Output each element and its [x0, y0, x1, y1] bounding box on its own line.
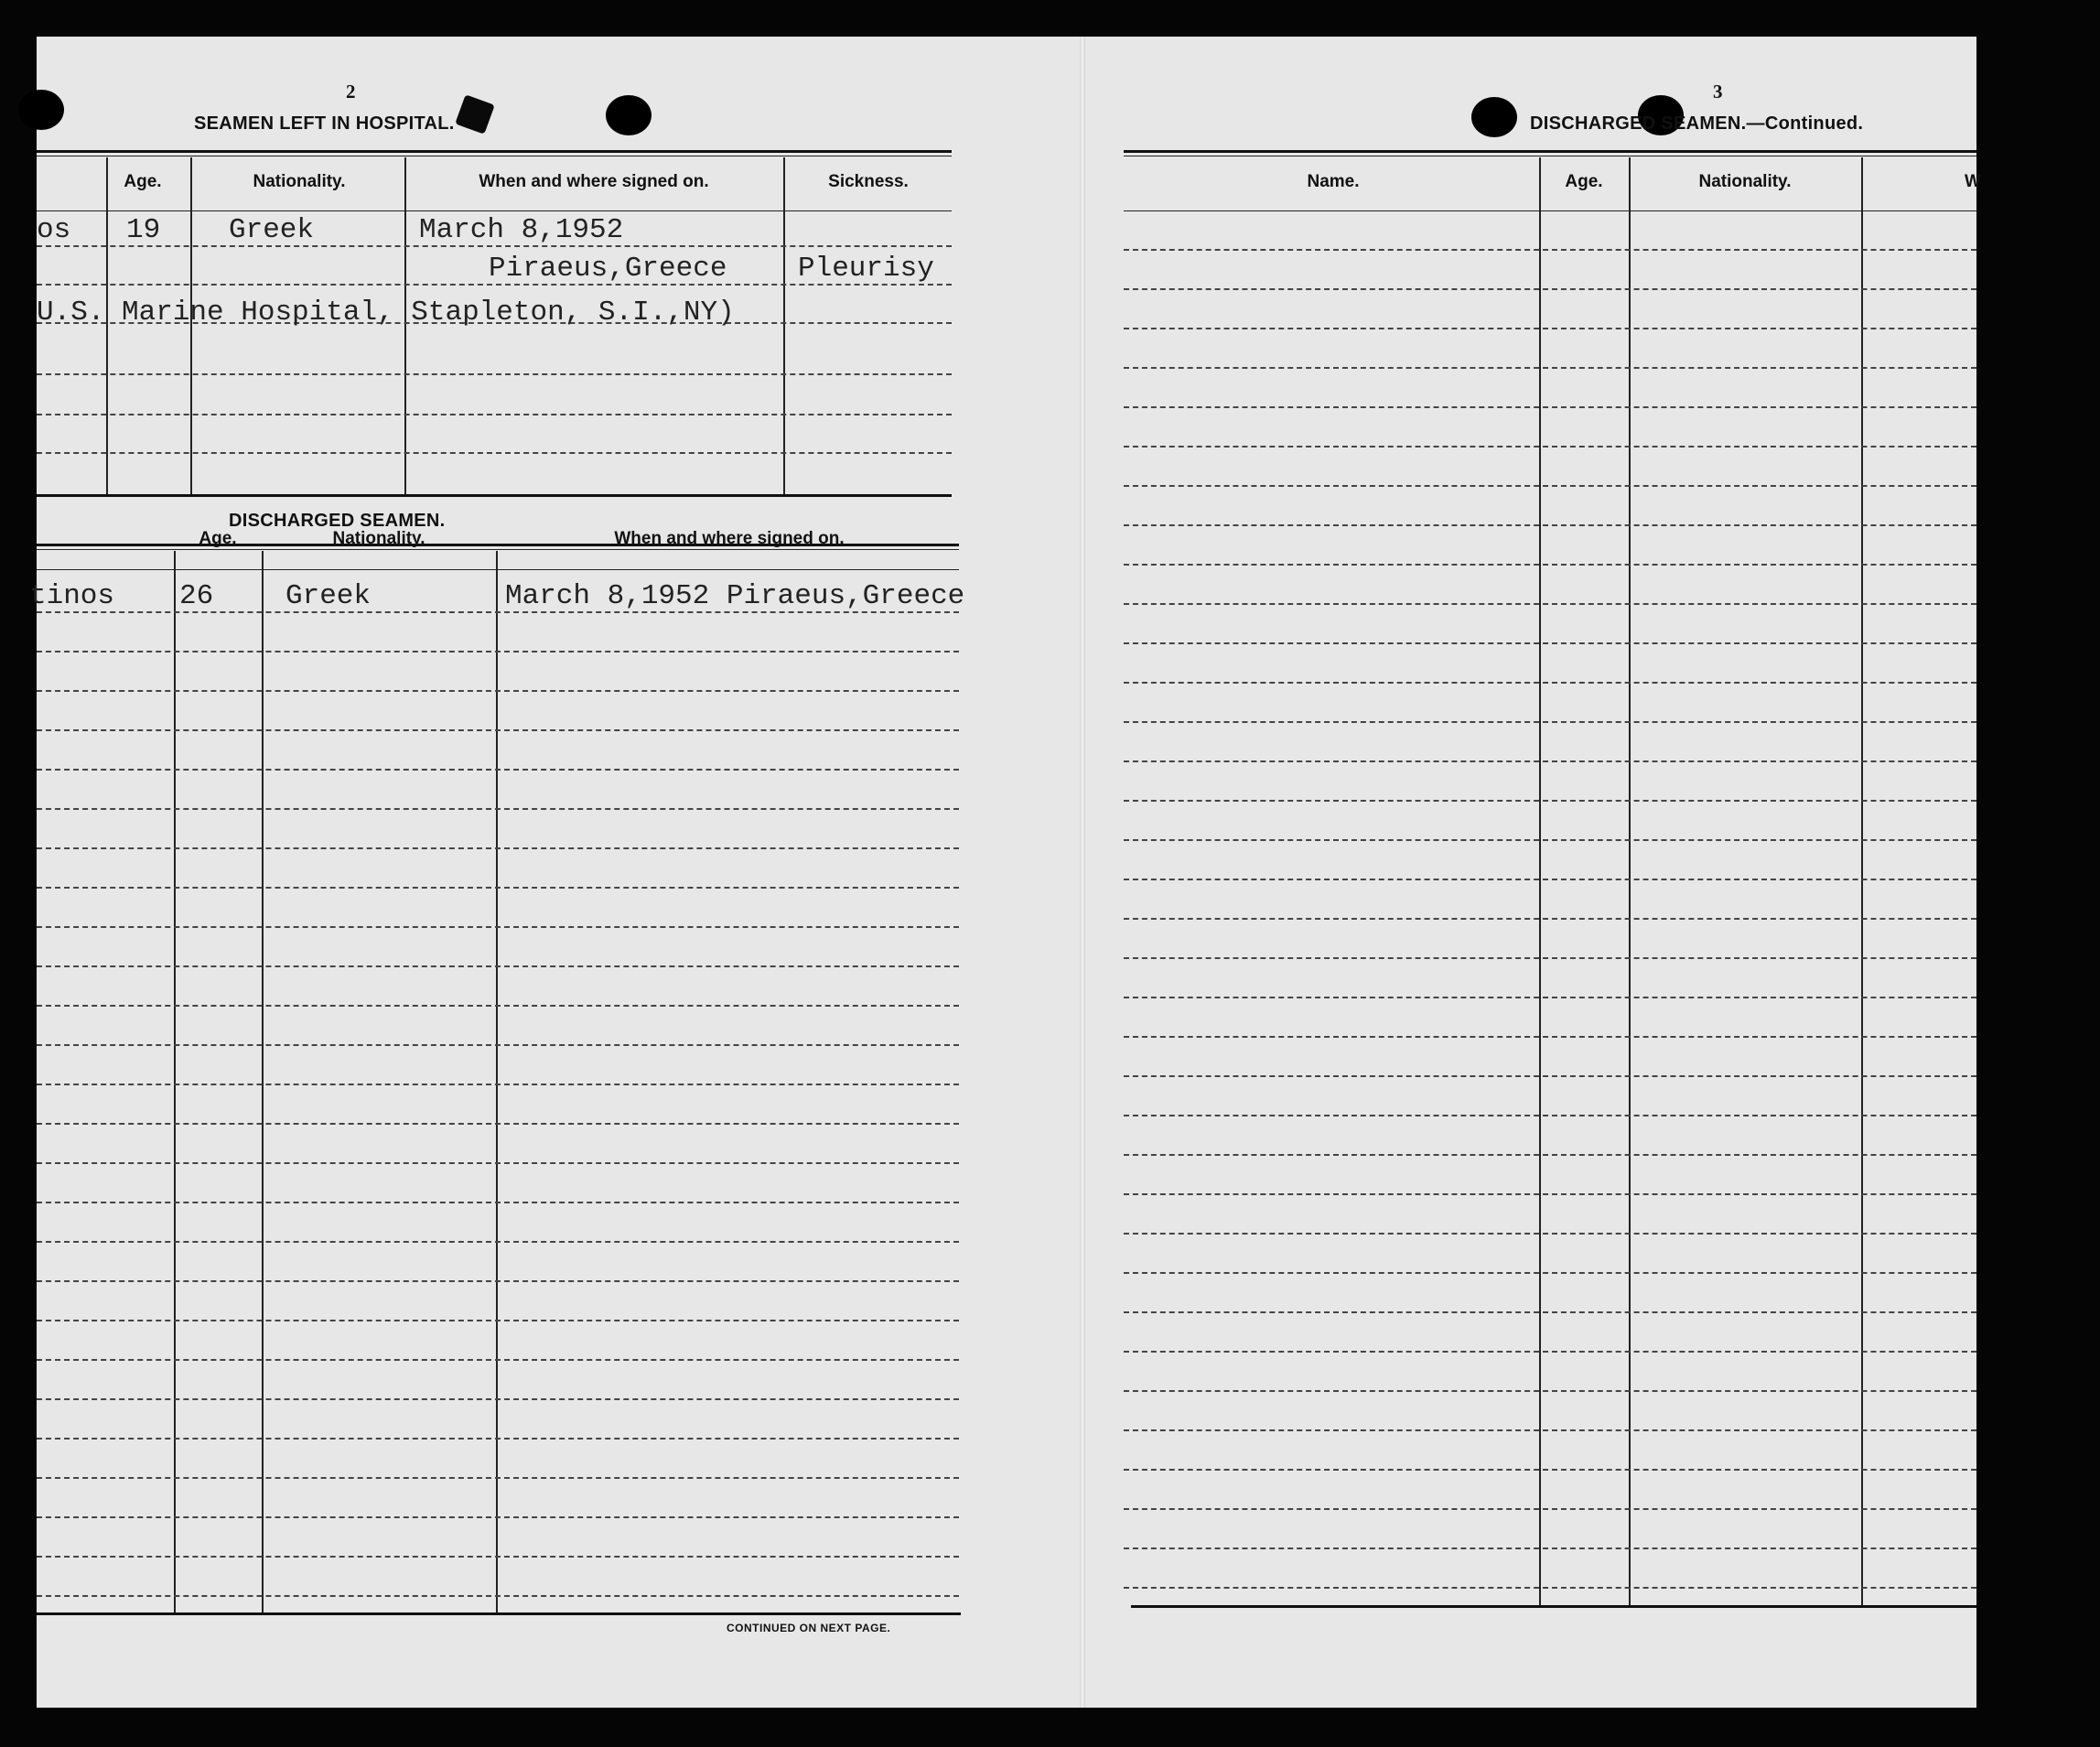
row-rule — [1124, 918, 1976, 920]
row-rule — [1124, 997, 1976, 998]
row-rule — [37, 926, 959, 928]
row-rule — [1124, 1154, 1976, 1156]
row-rule — [1124, 1233, 1976, 1235]
punch-hole — [18, 90, 64, 130]
discharged-section-title: DISCHARGED SEAMEN. — [229, 511, 446, 531]
page-fold — [1080, 37, 1085, 1708]
hospital-table-top-rule — [37, 150, 952, 153]
row-rule — [37, 1556, 959, 1558]
row-rule — [1124, 446, 1976, 448]
row-rule — [37, 808, 959, 810]
row-rule — [37, 1162, 959, 1164]
row-rule — [1124, 1469, 1976, 1471]
row-rule — [37, 847, 959, 849]
row-rule — [1124, 721, 1976, 723]
row-rule — [37, 965, 959, 967]
row-rule — [1124, 1587, 1976, 1589]
hospital-col-divider — [783, 157, 785, 496]
discharged-col-nationality: Nationality. — [332, 529, 425, 548]
hospital-col-sickness: Sickness. — [828, 172, 909, 191]
row-rule — [37, 690, 959, 692]
row-rule — [37, 1005, 959, 1007]
row-rule — [1124, 642, 1976, 644]
row-rule — [1124, 1272, 1976, 1274]
row-rule — [1124, 328, 1976, 329]
discharged-name-fragment: tinos — [29, 580, 115, 612]
row-rule — [37, 769, 959, 771]
row-rule — [37, 452, 952, 454]
row-rule — [37, 1595, 959, 1597]
hospital-name-fragment: os — [37, 214, 71, 246]
row-rule — [37, 1320, 959, 1321]
row-rule — [37, 611, 959, 613]
row-rule — [1124, 1390, 1976, 1392]
hospital-table-bottom-rule — [37, 494, 952, 497]
right-col-name: Name. — [1307, 172, 1360, 191]
row-rule — [37, 887, 959, 889]
row-rule — [1124, 485, 1976, 487]
torn-edge-mark — [455, 94, 495, 135]
hospital-signed-place: Piraeus,Greece — [489, 253, 727, 285]
discharged-col-signed-on: When and where signed on. — [614, 529, 845, 548]
right-col-divider — [1861, 157, 1863, 1605]
row-rule — [37, 1516, 959, 1518]
right-section-title: DISCHARGED SEAMEN.—Continued. — [1530, 113, 1864, 134]
row-rule — [1124, 1547, 1976, 1549]
row-rule — [1124, 957, 1976, 959]
row-rule — [1124, 760, 1976, 762]
row-rule — [1124, 1351, 1976, 1353]
row-rule — [37, 1241, 959, 1243]
hospital-section-title: SEAMEN LEFT IN HOSPITAL. — [194, 113, 455, 134]
row-rule — [1124, 800, 1976, 802]
page-number-right: 3 — [1713, 81, 1723, 102]
hospital-header-rule — [37, 210, 952, 211]
right-table-top-rule — [1124, 150, 1976, 153]
hospital-signed-date: March 8,1952 — [419, 214, 624, 246]
right-col-age: Age. — [1565, 172, 1603, 191]
row-rule — [1124, 1429, 1976, 1431]
document-scan — [29, 37, 1981, 1708]
row-rule — [1124, 1508, 1976, 1510]
discharged-col-age: Age. — [199, 529, 237, 548]
discharged-col-divider — [174, 551, 176, 1612]
right-col-divider — [1629, 157, 1631, 1605]
row-rule — [1124, 1036, 1976, 1038]
row-rule — [37, 414, 952, 415]
right-table-bottom-rule — [1131, 1605, 1976, 1608]
row-rule — [1124, 288, 1976, 290]
punch-hole — [1471, 97, 1517, 137]
punch-hole — [606, 95, 652, 135]
row-rule — [37, 1202, 959, 1203]
right-header-rule — [1124, 210, 1976, 211]
row-rule — [1124, 1075, 1976, 1077]
row-rule — [37, 1044, 959, 1046]
discharged-signed-on: March 8,1952 Piraeus,Greece — [505, 580, 965, 612]
row-rule — [1124, 367, 1976, 369]
continued-footer: CONTINUED ON NEXT PAGE. — [727, 1622, 891, 1634]
hospital-sickness: Pleurisy — [798, 253, 934, 285]
hospital-col-age: Age. — [124, 172, 162, 191]
row-rule — [37, 1438, 959, 1440]
right-col-nationality: Nationality. — [1698, 172, 1792, 191]
hospital-note: U.S. Marine Hospital, Stapleton, S.I.,NY) — [37, 297, 735, 329]
row-rule — [1124, 564, 1976, 566]
row-rule — [1124, 879, 1976, 880]
row-rule — [37, 651, 959, 652]
discharged-col-divider — [262, 551, 264, 1612]
row-rule — [1124, 603, 1976, 605]
discharged-age: 26 — [179, 580, 214, 612]
row-rule — [37, 729, 959, 731]
row-rule — [37, 373, 952, 375]
discharged-table-top-rule-inner — [37, 549, 959, 550]
row-rule — [1124, 839, 1976, 841]
row-rule — [37, 1123, 959, 1125]
hospital-col-signed-on: When and where signed on. — [479, 172, 709, 191]
hospital-age: 19 — [126, 214, 161, 246]
row-rule — [37, 1477, 959, 1479]
discharged-col-divider — [496, 551, 498, 1612]
row-rule — [1124, 406, 1976, 408]
row-rule — [37, 1398, 959, 1400]
hospital-col-nationality: Nationality. — [253, 172, 346, 191]
right-col-divider — [1539, 157, 1541, 1605]
row-rule — [37, 1280, 959, 1282]
row-rule — [1124, 682, 1976, 684]
hospital-nationality: Greek — [229, 214, 315, 246]
row-rule — [1124, 1311, 1976, 1313]
right-col-cut: W — [1965, 172, 1981, 191]
page-number-left: 2 — [346, 81, 356, 102]
discharged-table-bottom-rule — [37, 1612, 961, 1615]
row-rule — [1124, 249, 1976, 251]
row-rule — [37, 1084, 959, 1085]
row-rule — [1124, 524, 1976, 526]
row-rule — [1124, 1115, 1976, 1116]
discharged-nationality: Greek — [285, 580, 372, 612]
row-rule — [37, 1359, 959, 1361]
row-rule — [1124, 1193, 1976, 1195]
